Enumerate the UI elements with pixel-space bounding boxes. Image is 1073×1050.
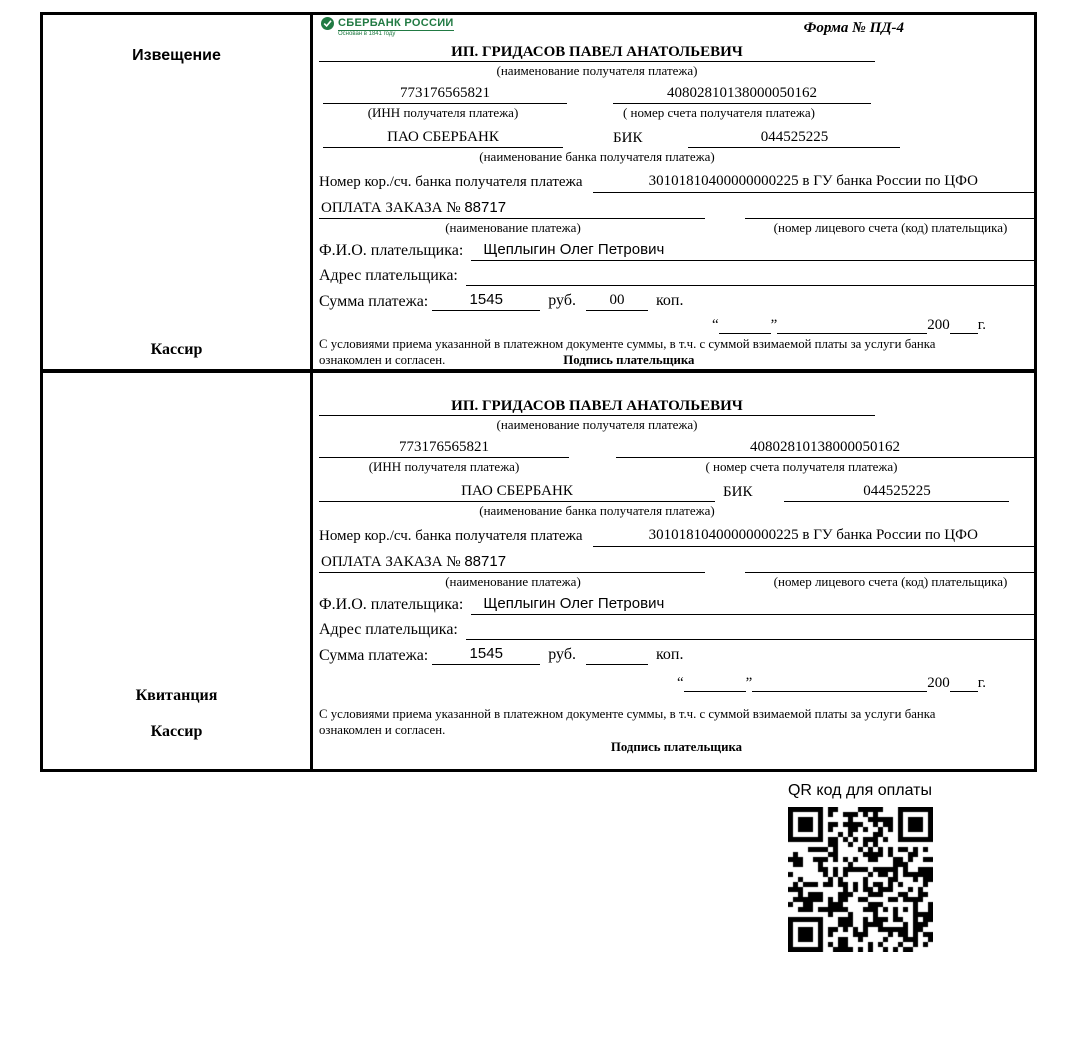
year-prefix-2: 200 xyxy=(927,675,950,691)
kop-value-2 xyxy=(586,664,648,665)
corr-value-2: 30101810400000000225 в ГУ банка России по ЦФО xyxy=(593,525,1034,547)
payment-purpose-label-2: ОПЛАТА ЗАКАЗА № xyxy=(321,554,461,570)
fio-row-2 xyxy=(319,594,1034,615)
agreement-2 xyxy=(319,706,1034,738)
signature-label-1: Подпись плательщика xyxy=(563,353,695,367)
payment-captions-1 xyxy=(319,219,1034,236)
bank-row-2 xyxy=(319,481,1034,502)
qr-code xyxy=(788,807,933,952)
date-row-2 xyxy=(319,671,986,692)
sum-label-2: Сумма платежа: xyxy=(319,647,429,664)
section-kvitanciya xyxy=(43,373,1034,769)
recipient-caption-1: (наименование получателя платежа) xyxy=(496,63,698,78)
corr-label-2: Номер кор./сч. банка получателя платежа xyxy=(319,528,583,544)
bank-caption-1: (наименование банка получателя платежа) xyxy=(479,149,715,164)
day-line-2 xyxy=(684,674,746,692)
payment-purpose-label-1: ОПЛАТА ЗАКАЗА № xyxy=(321,200,461,216)
year-line-1 xyxy=(950,316,978,334)
fio-line-1 xyxy=(471,240,1034,261)
fio-value-1: Щеплыгин Олег Петрович xyxy=(483,241,665,258)
header-row-1 xyxy=(319,17,1034,43)
agreement-line1-1: С условиями приема указанной в платежном документе суммы, в т.ч. с суммой взимаемой платы за услуги банка xyxy=(319,337,936,351)
inn-value-1: 773176565821 xyxy=(323,83,567,104)
sum-row-2 xyxy=(319,644,1034,665)
sum-label-1: Сумма платежа: xyxy=(319,293,429,310)
signature-label-2: Подпись плательщика xyxy=(610,740,743,754)
corr-label-1: Номер кор./сч. банка получателя платежа xyxy=(319,174,583,190)
year-suffix-1: г. xyxy=(977,317,986,333)
bik-label-1: БИК xyxy=(613,130,643,146)
inn-account-captions-1 xyxy=(319,104,1034,121)
side-label-kassir-1: Кассир xyxy=(150,341,203,358)
side-label-izveshchenie: Извещение xyxy=(132,47,221,64)
form-content-2 xyxy=(313,373,1034,769)
sum-value-1: 1545 xyxy=(432,290,540,311)
year-line-2 xyxy=(950,674,978,692)
kop-value-1: 00 xyxy=(586,290,648,311)
sberbank-logo xyxy=(321,17,454,38)
account-caption-2: ( номер счета получателя платежа) xyxy=(705,459,898,474)
personal-account-line-2 xyxy=(745,551,1034,573)
sum-row-1 xyxy=(319,290,1034,311)
recipient-caption-2: (наименование получателя платежа) xyxy=(496,417,698,432)
fio-label-1: Ф.И.О. плательщика: xyxy=(319,242,464,259)
year-suffix-2: г. xyxy=(977,675,986,691)
fio-line-2 xyxy=(471,594,1034,615)
rub-label-1: руб. xyxy=(548,292,576,309)
personal-account-line-1 xyxy=(745,197,1034,219)
qr-block xyxy=(760,782,960,957)
inn-caption-1: (ИНН получателя платежа) xyxy=(367,105,519,120)
recipient-name-2: ИП. ГРИДАСОВ ПАВЕЛ АНАТОЛЬЕВИЧ xyxy=(319,397,875,416)
quote-close-2: ” xyxy=(745,675,753,691)
quote-open-2: “ xyxy=(676,675,684,691)
form-number-label: Форма № ПД-4 xyxy=(803,20,904,36)
rub-label-2: руб. xyxy=(548,646,576,663)
bank-caption-2: (наименование банка получателя платежа) xyxy=(479,503,715,518)
personal-account-caption-1: (номер лицевого счета (код) плательщика) xyxy=(773,220,1008,235)
fio-row-1 xyxy=(319,240,1034,261)
inn-value-2: 773176565821 xyxy=(319,437,569,458)
payment-row-2 xyxy=(319,551,1034,573)
address-label-2: Адрес плательщика: xyxy=(319,621,458,638)
bik-value-2: 044525225 xyxy=(784,481,1009,502)
date-row-1 xyxy=(319,313,986,334)
month-line-1 xyxy=(777,316,927,334)
bank-name-1: ПАО СБЕРБАНК xyxy=(323,127,563,148)
quote-close-1: ” xyxy=(770,317,778,333)
inn-account-row-2 xyxy=(319,437,1034,458)
agreement-line2-2: ознакомлен и согласен. xyxy=(319,723,446,737)
address-line-2 xyxy=(466,639,1034,640)
fio-label-2: Ф.И.О. плательщика: xyxy=(319,596,464,613)
account-value-2: 40802810138000050162 xyxy=(616,437,1034,458)
sberbank-logo-title: СБЕРБАНК РОССИИ xyxy=(338,17,454,29)
month-line-2 xyxy=(752,674,927,692)
bank-name-2: ПАО СБЕРБАНК xyxy=(319,481,715,502)
inn-account-captions-2 xyxy=(319,458,1034,475)
inn-caption-2: (ИНН получателя платежа) xyxy=(368,459,520,474)
bik-label-2: БИК xyxy=(723,484,753,500)
account-caption-1: ( номер счета получателя платежа) xyxy=(622,105,816,120)
form-content-1 xyxy=(313,15,1034,369)
section-izveshchenie xyxy=(43,15,1034,373)
sberbank-logo-text xyxy=(338,17,454,38)
address-label-1: Адрес плательщика: xyxy=(319,267,458,284)
corr-row-2 xyxy=(319,525,1034,547)
order-number-1: 88717 xyxy=(464,199,507,216)
personal-account-caption-2: (номер лицевого счета (код) плательщика) xyxy=(773,574,1008,589)
recipient-block-2 xyxy=(319,397,875,433)
inn-account-row-1 xyxy=(319,83,1034,104)
payment-purpose-2 xyxy=(319,551,705,573)
order-number-2: 88717 xyxy=(464,553,507,570)
bik-value-1: 044525225 xyxy=(688,127,900,148)
recipient-name-1: ИП. ГРИДАСОВ ПАВЕЛ АНАТОЛЬЕВИЧ xyxy=(319,43,875,62)
payment-row-1 xyxy=(319,197,1034,219)
payment-caption-2: (наименование платежа) xyxy=(445,574,581,589)
side-column-1 xyxy=(43,15,313,369)
payment-captions-2 xyxy=(319,573,1034,590)
quote-open-1: “ xyxy=(711,317,719,333)
account-value-1: 40802810138000050162 xyxy=(613,83,871,104)
agreement-line2-1: ознакомлен и согласен. xyxy=(319,353,446,367)
qr-label: QR код для оплаты xyxy=(787,782,932,799)
payment-caption-1: (наименование платежа) xyxy=(445,220,581,235)
side-label-kvitanciya: Квитанция xyxy=(135,687,218,704)
kop-label-2: коп. xyxy=(655,646,684,663)
corr-row-1 xyxy=(319,171,1034,193)
address-row-1 xyxy=(319,265,1034,286)
kop-label-1: коп. xyxy=(655,292,684,309)
fio-value-2: Щеплыгин Олег Петрович xyxy=(483,595,665,612)
agreement-1 xyxy=(319,336,1034,368)
bank-row-1 xyxy=(319,127,1034,148)
address-row-2 xyxy=(319,619,1034,640)
side-column-2 xyxy=(43,373,313,769)
payment-purpose-1 xyxy=(319,197,705,219)
sberbank-logo-icon xyxy=(321,17,334,30)
pd4-document xyxy=(40,12,1037,772)
recipient-block-1 xyxy=(319,43,875,79)
corr-value-1: 30101810400000000225 в ГУ банка России по ЦФО xyxy=(593,171,1034,193)
side-label-kassir-2: Кассир xyxy=(150,723,203,740)
year-prefix-1: 200 xyxy=(927,317,950,333)
sberbank-logo-subtitle: Основан в 1841 году xyxy=(338,31,396,37)
sum-value-2: 1545 xyxy=(432,644,540,665)
agreement-line1-2: С условиями приема указанной в платежном документе суммы, в т.ч. с суммой взимаемой платы за услуги банка xyxy=(319,707,936,721)
address-line-1 xyxy=(466,285,1034,286)
day-line-1 xyxy=(719,316,771,334)
